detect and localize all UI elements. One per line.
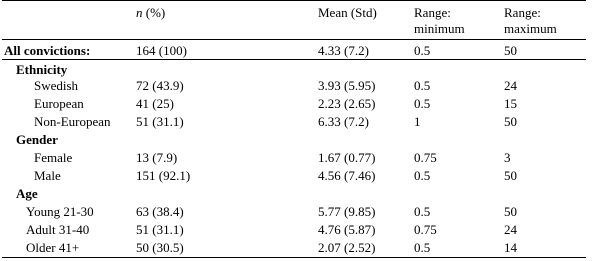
row-mean: 3.93 (5.95): [318, 78, 376, 93]
row-mean: 2.23 (2.65): [318, 96, 376, 111]
bottom-rule: [2, 257, 586, 258]
row-max: 14: [504, 240, 517, 255]
row-n: 13 (7.9): [136, 150, 178, 165]
row-min: 0.5: [414, 78, 431, 93]
header-range-min-line2: minimum: [414, 21, 465, 36]
row-min: 0.5: [414, 43, 431, 58]
row-max: 50: [504, 43, 517, 58]
row-mean: 4.56 (7.46): [318, 168, 376, 183]
row-min: 0.5: [414, 240, 431, 255]
row-mean: 5.77 (9.85): [318, 204, 376, 219]
group-heading: Ethnicity: [16, 62, 68, 77]
row-n: 41 (25): [136, 96, 174, 111]
header-range-max-line2: maximum: [504, 21, 557, 36]
row-mean: 1.67 (0.77): [318, 150, 376, 165]
row-max: 3: [504, 150, 511, 165]
row-n: 63 (38.4): [136, 204, 184, 219]
row-max: 50: [504, 204, 517, 219]
row-n: 51 (31.1): [136, 222, 184, 237]
row-label: Non-European: [34, 114, 111, 129]
row-mean: 4.76 (5.87): [318, 222, 376, 237]
row-min: 0.75: [414, 222, 437, 237]
row-label: Older 41+: [26, 240, 80, 255]
row-n: 51 (31.1): [136, 114, 184, 129]
header-n-italic: n: [136, 5, 143, 20]
row-label: Young 21-30: [26, 204, 94, 219]
row-n: 164 (100): [136, 43, 187, 58]
row-n: 72 (43.9): [136, 78, 184, 93]
row-mean: 6.33 (7.2): [318, 114, 369, 129]
row-mean: 2.07 (2.52): [318, 240, 376, 255]
row-max: 15: [504, 96, 517, 111]
row-min: 0.5: [414, 96, 431, 111]
row-label: Male: [34, 168, 61, 183]
row-n: 151 (92.1): [136, 168, 191, 183]
row-mean: 4.33 (7.2): [318, 43, 369, 58]
row-min: 0.75: [414, 150, 437, 165]
header-n: [136, 5, 165, 20]
row-label: Swedish: [34, 78, 79, 93]
row-max: 50: [504, 168, 517, 183]
row-rule: [2, 59, 586, 60]
row-label: All convictions:: [4, 43, 91, 58]
row-min: 0.5: [414, 204, 431, 219]
row-n: 50 (30.5): [136, 240, 184, 255]
header-n-rest: (%): [142, 5, 166, 20]
row-label: Female: [34, 150, 73, 165]
row-min: 1: [414, 114, 421, 129]
row-max: 50: [504, 114, 517, 129]
row-max: 24: [504, 78, 517, 93]
header-range-max-line1: Range:: [504, 5, 541, 20]
group-heading: Age: [16, 186, 38, 201]
row-label: Adult 31-40: [26, 222, 90, 237]
row-max: 24: [504, 222, 517, 237]
header-mean: Mean (Std): [318, 5, 377, 20]
header-range-min-line1: Range:: [414, 5, 451, 20]
row-min: 0.5: [414, 168, 431, 183]
group-heading: Gender: [16, 132, 58, 147]
row-label: European: [34, 96, 84, 111]
header-rule: [2, 39, 586, 40]
top-rule: [2, 0, 586, 1]
